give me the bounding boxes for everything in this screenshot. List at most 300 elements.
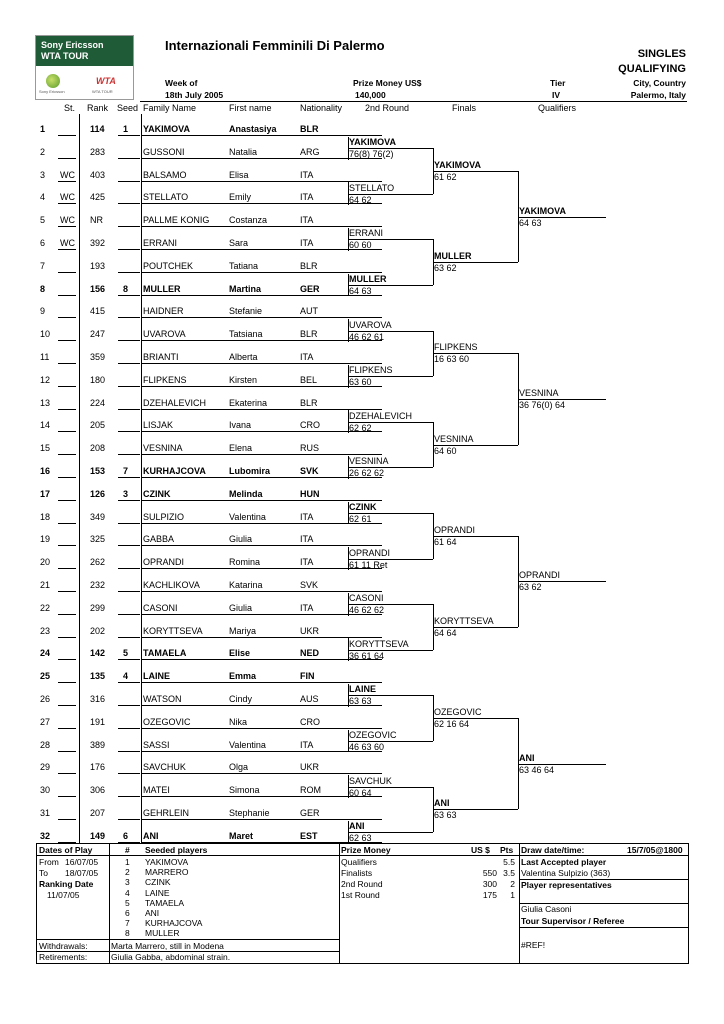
player-family-name: BALSAMO: [143, 169, 187, 180]
player-nationality: BLR: [300, 397, 318, 408]
seed-number: 2: [125, 867, 130, 878]
match-score: 64 63: [349, 286, 372, 296]
player-first-name: Alberta: [229, 352, 258, 362]
supervisor-label: Tour Supervisor / Referee: [521, 916, 625, 926]
match-score: 64 60: [434, 445, 457, 456]
col-seed: Seed: [117, 103, 139, 113]
seed-number: 4: [125, 887, 130, 898]
match-score: 62 62: [349, 422, 372, 433]
player-first-name: Natalia: [229, 146, 258, 157]
player-nationality: AUS: [300, 694, 319, 704]
player-first-name: Emily: [229, 192, 251, 203]
player-rank: 193: [90, 260, 106, 271]
seed-name: LAINE: [145, 887, 170, 898]
player-first-name: Giulia: [229, 602, 253, 613]
col-nationality: Nationality: [300, 103, 343, 113]
player-row: [36, 775, 346, 797]
col-qualifiers: Qualifiers: [538, 103, 577, 113]
player-row: [36, 160, 346, 182]
player-status: WC: [60, 169, 75, 180]
draw-position: 9: [40, 306, 46, 317]
player-family-name: DZEHALEVICH: [143, 397, 207, 408]
player-family-name: POUTCHEK: [143, 260, 194, 271]
player-nationality: ITA: [300, 169, 314, 180]
player-row: [36, 752, 346, 774]
player-row: [36, 684, 346, 706]
match-score: 26 62 62: [349, 468, 385, 479]
player-rank: 349: [90, 511, 106, 522]
player-first-name: Romina: [229, 557, 261, 568]
prize-round: Qualifiers: [341, 857, 377, 867]
player-family-name: KORYTTSEVA: [143, 625, 203, 636]
player-nationality: ITA: [300, 557, 314, 568]
player-family-name: STELLATO: [143, 192, 189, 203]
player-first-name: Maret: [229, 830, 254, 841]
match-score: 36 61 64: [349, 650, 385, 661]
player-rank: 142: [90, 648, 106, 659]
player-rank: 415: [90, 306, 106, 317]
retirements-value: Giulia Gabba, abdominal strain.: [111, 952, 231, 962]
player-first-name: Giulia: [229, 534, 253, 545]
player-rank: 208: [90, 443, 106, 454]
player-row: [36, 182, 346, 204]
seed-name: CZINK: [145, 877, 171, 888]
logo-wta: WTA: [96, 76, 116, 86]
draw-position: 14: [40, 420, 51, 431]
from-value: 16/07/05: [65, 857, 99, 867]
player-row: [36, 319, 346, 341]
player-rank: 156: [90, 283, 106, 294]
winner-name: MULLER: [349, 274, 387, 284]
player-rank: 191: [90, 716, 106, 727]
draw-position: 5: [40, 215, 46, 226]
player-first-name: Emma: [229, 671, 257, 682]
player-row: [36, 821, 346, 843]
wta-logo: [35, 35, 134, 100]
winner-name: ERRANI: [349, 228, 384, 239]
match-score: 63 62: [434, 263, 457, 274]
winner-name: DZEHALEVICH: [349, 410, 413, 421]
player-row: [36, 251, 346, 273]
player-row: [36, 593, 346, 615]
player-family-name: MATEI: [143, 785, 170, 796]
player-first-name: Tatsiana: [229, 329, 263, 340]
to-label: To: [39, 868, 48, 878]
winner-name: CASONI: [349, 593, 384, 604]
winner-name: OPRANDI: [434, 524, 476, 535]
player-seed: 5: [123, 648, 129, 659]
winner-name: SAVCHUK: [349, 775, 392, 786]
seed-number: 1: [125, 857, 130, 867]
logo-line2: WTA TOUR: [41, 51, 89, 61]
player-seed: 4: [123, 671, 129, 682]
player-family-name: OPRANDI: [143, 557, 185, 568]
withdrawals-value: Marta Marrero, still in Modena: [111, 941, 224, 951]
draw-position: 28: [40, 739, 51, 750]
match-score: 64 63: [519, 217, 542, 228]
player-family-name: KURHAJCOVA: [143, 466, 206, 476]
match-score: 62 63: [349, 833, 372, 844]
winner-name: OPRANDI: [519, 570, 561, 581]
player-family-name: BRIANTI: [143, 352, 179, 362]
prize-round: 2nd Round: [341, 879, 383, 889]
player-family-name: OZEGOVIC: [143, 716, 191, 727]
prize-usd: 550: [482, 868, 497, 878]
player-first-name: Nika: [229, 716, 248, 727]
player-rank: 135: [90, 671, 106, 682]
winner-name: VESNINA: [349, 456, 389, 467]
draw-position: 13: [40, 397, 51, 408]
player-status: WC: [60, 215, 75, 226]
seed-divider: [141, 114, 142, 844]
player-nationality: EST: [300, 830, 318, 841]
winner-name: ANI: [434, 798, 450, 809]
player-rank: 232: [90, 580, 106, 590]
seed-hash: #: [125, 845, 130, 855]
player-family-name: SULPIZIO: [143, 511, 185, 522]
player-rank: 153: [90, 466, 106, 476]
tier-label: Tier: [550, 78, 566, 88]
draw-position: 21: [40, 580, 51, 590]
player-row: [36, 342, 346, 364]
player-rank: 283: [90, 146, 106, 157]
player-row: [36, 730, 346, 752]
player-row: [36, 479, 346, 501]
player-row: [36, 798, 346, 820]
player-family-name: ANI: [143, 830, 159, 841]
player-seed: 1: [123, 124, 129, 134]
dates-label: Dates of Play: [39, 845, 93, 855]
winner-name: OZEGOVIC: [434, 707, 482, 718]
supervisor-value: #REF!: [521, 940, 546, 950]
player-row: [36, 502, 346, 524]
seed-number: 5: [125, 897, 130, 908]
match-score: 16 63 60: [434, 354, 470, 365]
draw-position: 3: [40, 169, 46, 180]
from-label: From: [39, 857, 59, 867]
draw-position: 8: [40, 283, 46, 294]
winner-name: STELLATO: [349, 182, 395, 193]
winner-name: LAINE: [349, 684, 376, 695]
winner-name: UVAROVA: [349, 319, 392, 330]
player-nationality: HUN: [300, 488, 320, 499]
player-first-name: Costanza: [229, 215, 268, 226]
draw-position: 32: [40, 830, 51, 841]
match-score: 46 62 61: [349, 331, 385, 342]
player-row: [36, 570, 346, 592]
footer-rule: [37, 939, 339, 940]
col-status: St.: [64, 103, 76, 113]
player-first-name: Ivana: [229, 420, 252, 431]
player-first-name: Valentina: [229, 511, 266, 522]
player-status: WC: [60, 192, 75, 203]
player-row: [36, 456, 346, 478]
player-rank: 202: [90, 625, 106, 636]
player-rank: 389: [90, 739, 106, 750]
ranking-label: Ranking Date: [39, 879, 94, 889]
retirements-label: Retirements:: [39, 952, 88, 962]
winner-name: YAKIMOVA: [434, 160, 482, 170]
logo-band: [36, 36, 133, 66]
player-rank: 325: [90, 534, 106, 545]
player-nationality: ITA: [300, 534, 314, 545]
winner-name: VESNINA: [519, 388, 559, 398]
player-row: [36, 296, 346, 318]
winner-name: KORYTTSEVA: [349, 638, 409, 649]
player-family-name: LISJAK: [143, 420, 174, 431]
player-row: [36, 524, 346, 546]
prize-round: 1st Round: [341, 890, 380, 900]
player-nationality: UKR: [300, 625, 320, 636]
prize-value: 140,000: [355, 90, 386, 100]
player-first-name: Stefanie: [229, 306, 263, 317]
player-first-name: Ekaterina: [229, 397, 268, 408]
player-first-name: Anastasiya: [229, 124, 277, 134]
draw-position: 22: [40, 602, 51, 613]
seed-number: 7: [125, 918, 130, 929]
last-accepted-label: Last Accepted player: [521, 857, 607, 867]
player-nationality: UKR: [300, 762, 320, 773]
player-nationality: AUT: [300, 306, 318, 317]
player-first-name: Elise: [229, 648, 251, 659]
player-nationality: GER: [300, 808, 320, 818]
player-nationality: FIN: [300, 671, 315, 682]
col-finals: Finals: [452, 103, 477, 113]
winner-name: CZINK: [349, 502, 377, 512]
player-nationality: ARG: [300, 146, 320, 157]
player-rank: 205: [90, 420, 106, 431]
match-score: 46 62 62: [349, 605, 385, 616]
player-nationality: ITA: [300, 215, 314, 226]
player-row: [36, 388, 346, 410]
seed-name: ANI: [145, 908, 160, 918]
player-nationality: NED: [300, 648, 320, 659]
draw-position: 7: [40, 260, 46, 271]
player-row: [36, 638, 346, 660]
draw-date-value: 15/7/05@1800: [627, 845, 683, 855]
player-first-name: Elisa: [229, 169, 249, 180]
tier-value: IV: [552, 90, 561, 100]
player-first-name: Simona: [229, 785, 260, 796]
winner-name: ANI: [349, 821, 365, 832]
draw-position: 10: [40, 329, 51, 340]
draw-position: 23: [40, 625, 51, 636]
player-family-name: GEHRLEIN: [143, 808, 190, 818]
player-rank: 207: [90, 808, 106, 818]
draw-position: 20: [40, 557, 51, 568]
player-first-name: Mariya: [229, 625, 257, 636]
player-first-name: Melinda: [229, 488, 263, 499]
prize-pts: 5.5: [503, 857, 515, 867]
player-nationality: SVK: [300, 580, 319, 590]
player-nationality: BLR: [300, 260, 318, 271]
player-first-name: Sara: [229, 238, 249, 248]
winner-name: FLIPKENS: [434, 342, 478, 353]
player-rank: 224: [90, 397, 106, 408]
draw-position: 29: [40, 762, 51, 773]
logo-brand: Sony Ericsson: [39, 89, 65, 94]
player-nationality: ITA: [300, 192, 314, 203]
draw-date-label: Draw date/time:: [521, 845, 585, 855]
tournament-title: Internazionali Femminili Di Palermo: [165, 38, 385, 53]
player-nationality: ITA: [300, 739, 314, 750]
player-row: [36, 114, 346, 136]
player-row: [36, 410, 346, 432]
draw-position: 31: [40, 808, 51, 818]
player-rank: 403: [90, 169, 106, 180]
player-family-name: CZINK: [143, 488, 171, 499]
seed-number: 3: [125, 877, 130, 888]
player-seed: 7: [123, 466, 129, 476]
draw-position: 30: [40, 785, 51, 796]
winner-name: OPRANDI: [349, 547, 391, 558]
seed-name: TAMAELA: [145, 897, 185, 908]
reps-label: Player representatives: [521, 880, 612, 890]
event-stage: QUALIFYING: [618, 63, 686, 75]
match-score: 63 62: [519, 582, 542, 593]
player-family-name: FLIPKENS: [143, 374, 187, 385]
week-value: 18th July 2005: [165, 90, 224, 100]
player-nationality: RUS: [300, 443, 320, 454]
player-row: [36, 547, 346, 569]
winner-name: YAKIMOVA: [349, 137, 397, 148]
player-status: WC: [60, 238, 75, 248]
draw-position: 16: [40, 466, 51, 476]
prize-pts: 3.5: [503, 868, 515, 878]
prize-label: Prize Money US$: [353, 78, 422, 88]
draw-position: 19: [40, 534, 51, 545]
match-score: 76(8) 76(2): [349, 149, 394, 160]
match-score: 63 60: [349, 377, 372, 388]
seeded-label: Seeded players: [145, 845, 208, 855]
match-score: 61 62: [434, 172, 457, 182]
player-first-name: Lubomira: [229, 466, 271, 476]
winner-name: MULLER: [434, 251, 472, 262]
player-family-name: SAVCHUK: [143, 762, 186, 773]
player-seed: 3: [123, 488, 129, 499]
player-nationality: ITA: [300, 238, 314, 248]
winner-name: VESNINA: [434, 433, 474, 444]
player-first-name: Katarina: [229, 580, 263, 590]
logo-wta-small: WTA TOUR: [92, 89, 113, 94]
player-rank: NR: [90, 215, 103, 226]
player-nationality: CRO: [300, 420, 320, 431]
player-row: [36, 365, 346, 387]
usd-label: US $: [471, 845, 490, 855]
player-rank: 392: [90, 238, 106, 248]
player-rank: 425: [90, 192, 106, 203]
player-seed: 6: [123, 830, 129, 841]
draw-position: 1: [40, 124, 46, 134]
withdrawals-label: Withdrawals:: [39, 941, 88, 951]
player-first-name: Elena: [229, 443, 253, 454]
player-nationality: ITA: [300, 602, 314, 613]
player-row: [36, 137, 346, 159]
player-row: [36, 433, 346, 455]
draw-position: 2: [40, 146, 46, 157]
player-rank: 149: [90, 830, 106, 841]
header-rule: [140, 101, 687, 102]
draw-position: 24: [40, 648, 51, 659]
player-family-name: MULLER: [143, 283, 181, 294]
match-score: 63 46 64: [519, 764, 555, 775]
player-nationality: CRO: [300, 716, 320, 727]
player-rank: 176: [90, 762, 106, 773]
winner-name: ANI: [519, 752, 535, 763]
prize-round: Finalists: [341, 868, 373, 878]
draw-position: 25: [40, 671, 51, 682]
player-nationality: BLR: [300, 124, 319, 134]
seed-name: YAKIMOVA: [145, 857, 189, 867]
footer-header-rule: [37, 855, 688, 856]
match-score: 64 64: [434, 628, 457, 638]
match-score: 61 64: [434, 536, 457, 547]
player-family-name: YAKIMOVA: [143, 124, 191, 134]
col-round2: 2nd Round: [365, 103, 410, 113]
draw-position: 26: [40, 694, 51, 704]
player-rank: 299: [90, 602, 106, 613]
player-family-name: SASSI: [143, 739, 170, 750]
col-rank: Rank: [87, 103, 109, 113]
player-family-name: LAINE: [143, 671, 170, 682]
match-score: 63 63: [349, 696, 372, 707]
seed-number: 6: [125, 908, 130, 918]
player-family-name: PALLME KONIG: [143, 215, 210, 226]
player-nationality: ITA: [300, 352, 314, 362]
player-rank: 247: [90, 329, 106, 340]
seed-name: MULLER: [145, 928, 180, 939]
draw-position: 12: [40, 374, 51, 385]
ranking-value: 11/07/05: [47, 890, 80, 900]
prize-pts: 1: [510, 890, 515, 900]
player-rank: 126: [90, 488, 106, 499]
seed-number: 8: [125, 928, 130, 939]
prize-money-label: Prize Money: [341, 845, 391, 855]
player-nationality: BEL: [300, 374, 318, 385]
event-type: SINGLES: [637, 48, 686, 60]
player-row: [36, 274, 346, 296]
player-rank: 262: [90, 557, 106, 568]
player-family-name: VESNINA: [143, 443, 183, 454]
match-score: 63 63: [434, 810, 457, 821]
footer-table: [36, 843, 689, 964]
player-rank: 114: [90, 124, 105, 134]
match-score: 62 16 64: [434, 719, 470, 730]
seed-name: KURHAJCOVA: [145, 918, 203, 929]
winner-name: FLIPKENS: [349, 365, 393, 376]
player-family-name: HAIDNER: [143, 306, 184, 317]
draw-position: 27: [40, 716, 51, 727]
city-value: Palermo, Italy: [630, 90, 686, 100]
player-row: [36, 707, 346, 729]
player-first-name: Stephanie: [229, 808, 270, 818]
rank-divider: [79, 114, 80, 844]
prize-usd: 300: [482, 879, 497, 889]
prize-usd: 175: [482, 890, 497, 900]
pts-label: Pts: [500, 845, 514, 855]
player-nationality: SVK: [300, 466, 319, 476]
match-score: 61 11 Ret: [349, 559, 388, 570]
reps-value: Giulia Casoni: [521, 904, 572, 914]
player-row: [36, 616, 346, 638]
player-row: [36, 228, 346, 250]
player-family-name: WATSON: [143, 694, 182, 704]
col-family: Family Name: [143, 103, 197, 113]
player-first-name: Olga: [229, 762, 249, 773]
footer-divider: [339, 844, 340, 963]
player-nationality: ROM: [300, 785, 321, 796]
winner-name: KORYTTSEVA: [434, 616, 494, 626]
